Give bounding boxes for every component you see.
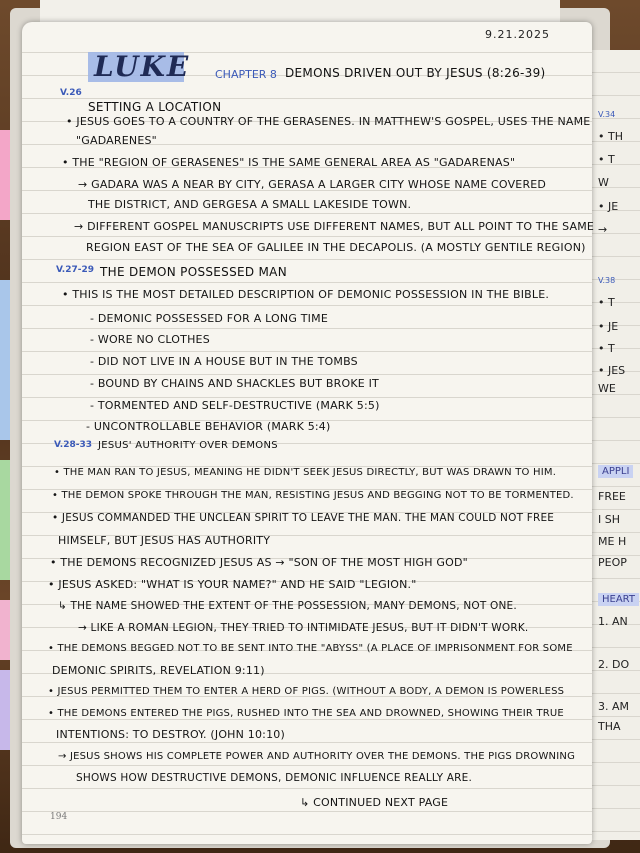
right-fragment: • JE: [598, 320, 619, 333]
note-line: "GADARENES": [76, 134, 157, 147]
note-line: • JESUS ASKED: "WHAT IS YOUR NAME?" AND HE SAID "LEGION.": [48, 578, 417, 591]
note-line: • THE DEMONS RECOGNIZED JESUS AS → "SON OF THE MOST HIGH GOD": [50, 556, 468, 569]
right-fragment: • T: [598, 153, 615, 166]
note-line: • THE DEMONS ENTERED THE PIGS, RUSHED INTO THE SEA AND DROWNED, SHOWING THEIR TRUE: [48, 708, 564, 719]
note-line: REGION EAST OF THE SEA OF GALILEE IN THE DECAPOLIS. (A MOSTLY GENTILE REGION): [86, 241, 586, 254]
note-line: - DID NOT LIVE IN A HOUSE BUT IN THE TOMBS: [90, 355, 358, 368]
chapter-label: CHAPTER 8: [215, 68, 277, 81]
right-fragment: WE: [598, 382, 616, 395]
right-fragment: PEOP: [598, 556, 627, 569]
note-line: → JESUS SHOWS HIS COMPLETE POWER AND AUTHORITY OVER THE DEMONS. THE PIGS DROWNING: [58, 751, 576, 762]
note-line: SHOWS HOW DESTRUCTIVE DEMONS, DEMONIC INFLUENCE REALLY ARE.: [76, 772, 472, 784]
right-tag-apply: APPLI: [598, 465, 633, 478]
note-line: → LIKE A ROMAN LEGION, THEY TRIED TO INTIMIDATE JESUS, BUT IT DIDN'T WORK.: [78, 622, 529, 634]
right-ref-2: V.38: [598, 276, 616, 285]
note-line: • THE MAN RAN TO JESUS, MEANING HE DIDN'T SEEK JESUS DIRECTLY, BUT WAS DRAWN TO HIM.: [54, 467, 557, 478]
right-fragment: W: [598, 176, 609, 189]
page-number: 194: [50, 812, 68, 822]
passage-heading: DEMONS DRIVEN OUT BY JESUS (8:26-39): [285, 66, 546, 80]
right-fragment: • T: [598, 342, 615, 355]
right-fragment: 2. DO: [598, 658, 630, 671]
note-line: • JESUS GOES TO A COUNTRY OF THE GERASENES. IN MATTHEW'S GOSPEL, USES THE NAME: [66, 115, 591, 128]
right-fragment: THA: [598, 720, 621, 733]
book-title: LUKE: [94, 50, 191, 83]
right-fragment: →: [598, 223, 608, 236]
right-fragment: FREE: [598, 490, 626, 503]
note-line: • THE DEMONS BEGGED NOT TO BE SENT INTO THE "ABYSS" (A PLACE OF IMPRISONMENT FOR SOME: [48, 643, 573, 654]
note-line: → GADARA WAS A NEAR BY CITY, GERASA A LARGER CITY WHOSE NAME COVERED: [78, 178, 547, 191]
verse-ref: V.27-29: [56, 265, 95, 275]
note-line: • JESUS COMMANDED THE UNCLEAN SPIRIT TO LEAVE THE MAN. THE MAN COULD NOT FREE: [52, 512, 555, 524]
entry-date: 9.21.2025: [485, 28, 550, 41]
right-tag-heart: HEART: [598, 593, 639, 606]
note-line: • THE DEMON SPOKE THROUGH THE MAN, RESISTING JESUS AND BEGGING NOT TO BE TORMENTED.: [52, 490, 574, 501]
verse-ref: V.28-33: [54, 440, 93, 450]
facing-page: [590, 50, 640, 840]
note-line: - BOUND BY CHAINS AND SHACKLES BUT BROKE IT: [90, 377, 379, 390]
section-title: SETTING A LOCATION: [88, 100, 222, 114]
note-line: → DIFFERENT GOSPEL MANUSCRIPTS USE DIFFERENT NAMES, BUT ALL POINT TO THE SAME: [74, 220, 595, 233]
note-line: THE DISTRICT, AND GERGESA A SMALL LAKESIDE TOWN.: [88, 198, 412, 211]
right-fragment: • JE: [598, 200, 619, 213]
note-line: - WORE NO CLOTHES: [90, 333, 210, 346]
note-line: HIMSELF, BUT JESUS HAS AUTHORITY: [58, 534, 271, 547]
note-line: - DEMONIC POSSESSED FOR A LONG TIME: [90, 312, 328, 325]
right-fragment: 1. AN: [598, 615, 628, 628]
note-line: ↳ CONTINUED NEXT PAGE: [300, 796, 449, 809]
right-fragment: ME H: [598, 535, 627, 548]
right-fragment: 3. AM: [598, 700, 630, 713]
note-line: - UNCONTROLLABLE BEHAVIOR (MARK 5:4): [86, 420, 331, 433]
right-ref-1: V.34: [598, 110, 616, 119]
right-fragment: I SH: [598, 513, 620, 526]
section-title: JESUS' AUTHORITY OVER DEMONS: [98, 440, 278, 451]
note-line: • THIS IS THE MOST DETAILED DESCRIPTION OF DEMONIC POSSESSION IN THE BIBLE.: [62, 288, 550, 301]
right-fragment: • JES: [598, 364, 626, 377]
note-line: - TORMENTED AND SELF-DESTRUCTIVE (MARK 5:5): [90, 399, 380, 412]
right-fragment: • T: [598, 296, 615, 309]
note-line: DEMONIC SPIRITS, REVELATION 9:11): [52, 664, 265, 677]
section-title: THE DEMON POSSESSED MAN: [100, 265, 287, 279]
note-line: INTENTIONS: TO DESTROY. (JOHN 10:10): [56, 728, 285, 741]
note-line: • THE "REGION OF GERASENES" IS THE SAME GENERAL AREA AS "GADARENAS": [62, 156, 516, 169]
note-line: • JESUS PERMITTED THEM TO ENTER A HERD OF PIGS. (WITHOUT A BODY, A DEMON IS POWERLESS: [48, 686, 565, 697]
right-fragment: • TH: [598, 130, 623, 143]
note-line: ↳ THE NAME SHOWED THE EXTENT OF THE POSSESSION, MANY DEMONS, NOT ONE.: [58, 600, 517, 612]
verse-ref: V.26: [60, 88, 82, 98]
